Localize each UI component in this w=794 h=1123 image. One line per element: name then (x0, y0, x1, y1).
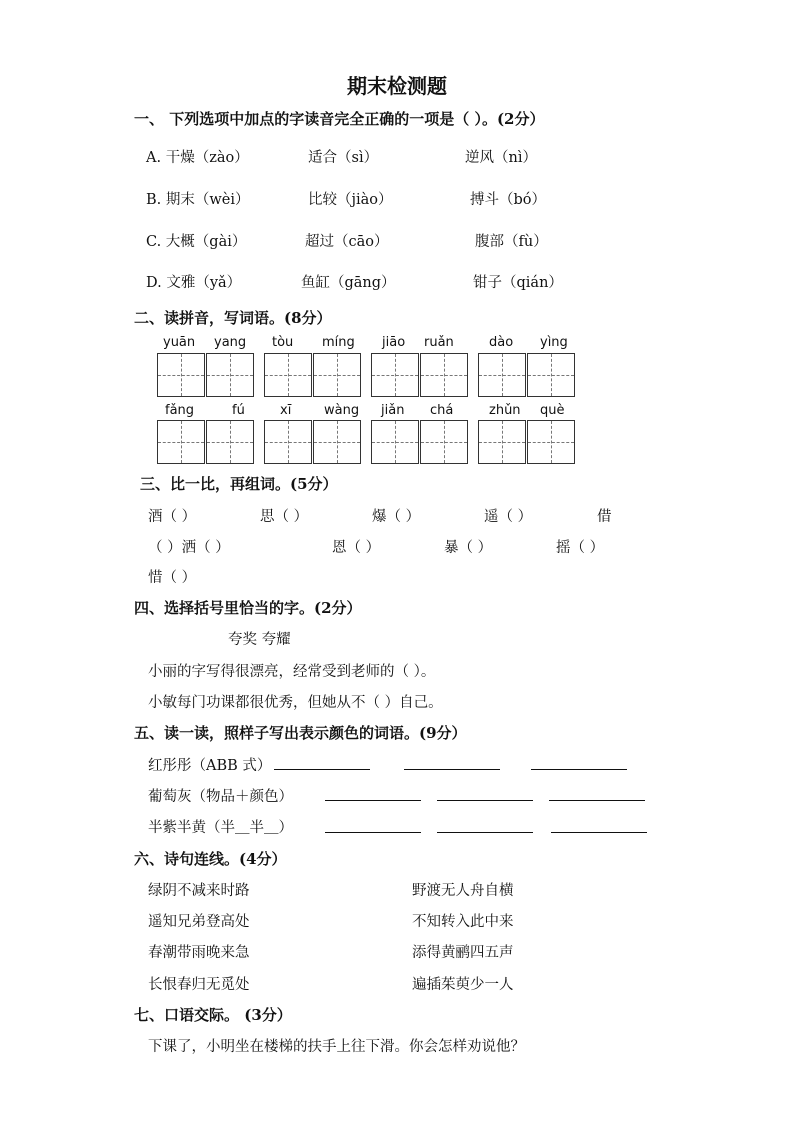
writing-box[interactable] (420, 420, 468, 464)
writing-box[interactable] (371, 353, 419, 397)
pinyin: yuān (163, 335, 196, 350)
pinyin: yìng (540, 335, 568, 350)
q3-item: 借 (597, 509, 612, 525)
pinyin: míng (322, 335, 355, 350)
poem-right[interactable]: 野渡无人舟自横 (412, 883, 514, 899)
answer-blank[interactable] (531, 769, 627, 770)
poem-left[interactable]: 春潮带雨晚来急 (148, 945, 250, 961)
writing-box[interactable] (420, 353, 468, 397)
pinyin: tòu (272, 335, 294, 350)
writing-box[interactable] (264, 420, 312, 464)
q1-d1: D. 文雅（yǎ） (146, 275, 242, 291)
q1-d3: 钳子（qián） (473, 275, 563, 291)
q4-sentence-1: 小丽的字写得很漂亮，经常受到老师的（ ）。 (148, 664, 436, 680)
pinyin: fú (232, 403, 245, 418)
q3-heading: 三、比一比，再组词。(5分） (140, 475, 338, 493)
answer-blank[interactable] (404, 769, 500, 770)
pinyin: chá (430, 403, 454, 418)
q3-item: 摇（ ） (556, 540, 605, 556)
q1-b2: 比较（jiào） (308, 192, 393, 208)
writing-box[interactable] (157, 420, 205, 464)
q1-b1: B. 期末（wèi） (146, 192, 250, 208)
q3-item: 惜（ ） (148, 570, 197, 586)
q1-b3: 搏斗（bó） (470, 192, 547, 208)
writing-box[interactable] (206, 420, 254, 464)
q1-c3: 腹部（fù） (475, 234, 548, 250)
q1-c1: C. 大概（gài） (146, 234, 247, 250)
q5-pattern-1: 葡萄灰（物品＋颜色） (148, 789, 293, 805)
q1-c2: 超过（cāo） (305, 234, 389, 250)
pinyin: jiǎn (381, 403, 405, 418)
pinyin: jiāo (382, 335, 406, 350)
q3-item: 酒（ ） (148, 509, 197, 525)
poem-right[interactable]: 添得黄鹂四五声 (412, 945, 514, 961)
q1-a1: A. 干燥（zào） (146, 150, 249, 166)
poem-left[interactable]: 绿阴不减来时路 (148, 883, 250, 899)
q5-example: 红彤彤（ABB 式） (148, 758, 272, 774)
poem-right[interactable]: 遍插茱萸少一人 (412, 977, 514, 993)
pinyin: xī (280, 403, 292, 418)
answer-blank[interactable] (549, 800, 645, 801)
q1-a2: 适合（sì） (308, 150, 379, 166)
pinyin: wàng (324, 403, 360, 418)
writing-box[interactable] (264, 353, 312, 397)
q7-prompt: 下课了，小明坐在楼梯的扶手上往下滑。你会怎样劝说他？ (148, 1039, 525, 1055)
q3-item: 遥（ ） (484, 509, 533, 525)
q4-heading: 四、选择括号里恰当的字。(2分） (134, 599, 362, 617)
pinyin: què (540, 403, 565, 418)
writing-box[interactable] (313, 420, 361, 464)
poem-right[interactable]: 不知转入此中来 (412, 914, 514, 930)
q7-heading: 七、口语交际。 (3分） (134, 1006, 292, 1024)
writing-box[interactable] (157, 353, 205, 397)
q4-options: 夸奖 夸耀 (228, 632, 291, 648)
q3-item: 暴（ ） (444, 540, 493, 556)
q3-item: 恩（ ） (332, 540, 381, 556)
writing-box[interactable] (478, 420, 526, 464)
q1-heading: 一、 下列选项中加点的字读音完全正确的一项是（ ）。(2分） (134, 110, 545, 128)
q4-sentence-2: 小敏每门功课都很优秀，但她从不（ ）自己。 (148, 695, 443, 711)
q5-heading: 五、读一读，照样子写出表示颜色的词语。(9分） (134, 724, 467, 742)
poem-left[interactable]: 遥知兄弟登高处 (148, 914, 250, 930)
q3-item: （ ）洒（ ） (148, 540, 230, 556)
page-title: 期末检测题 (347, 74, 447, 98)
writing-box[interactable] (478, 353, 526, 397)
answer-blank[interactable] (437, 832, 533, 833)
q1-d2: 鱼缸（gāng） (301, 275, 396, 291)
answer-blank[interactable] (325, 832, 421, 833)
poem-left[interactable]: 长恨春归无觅处 (148, 977, 250, 993)
pinyin: zhǔn (489, 403, 521, 418)
writing-box[interactable] (371, 420, 419, 464)
answer-blank[interactable] (325, 800, 421, 801)
pinyin: ruǎn (424, 335, 454, 350)
q3-item: 爆（ ） (372, 509, 421, 525)
writing-box[interactable] (527, 420, 575, 464)
answer-blank[interactable] (274, 769, 370, 770)
q6-heading: 六、诗句连线。(4分） (134, 850, 287, 868)
q5-pattern-2: 半紫半黄（半＿半＿） (148, 820, 293, 836)
answer-blank[interactable] (437, 800, 533, 801)
pinyin: fǎng (165, 403, 195, 418)
q3-item: 思（ ） (260, 509, 309, 525)
writing-box[interactable] (206, 353, 254, 397)
pinyin: yang (214, 335, 247, 350)
writing-box[interactable] (527, 353, 575, 397)
writing-box[interactable] (313, 353, 361, 397)
q1-a3: 逆风（nì） (465, 150, 537, 166)
q2-heading: 二、读拼音，写词语。(8分） (134, 309, 332, 327)
answer-blank[interactable] (551, 832, 647, 833)
pinyin: dào (489, 335, 514, 350)
